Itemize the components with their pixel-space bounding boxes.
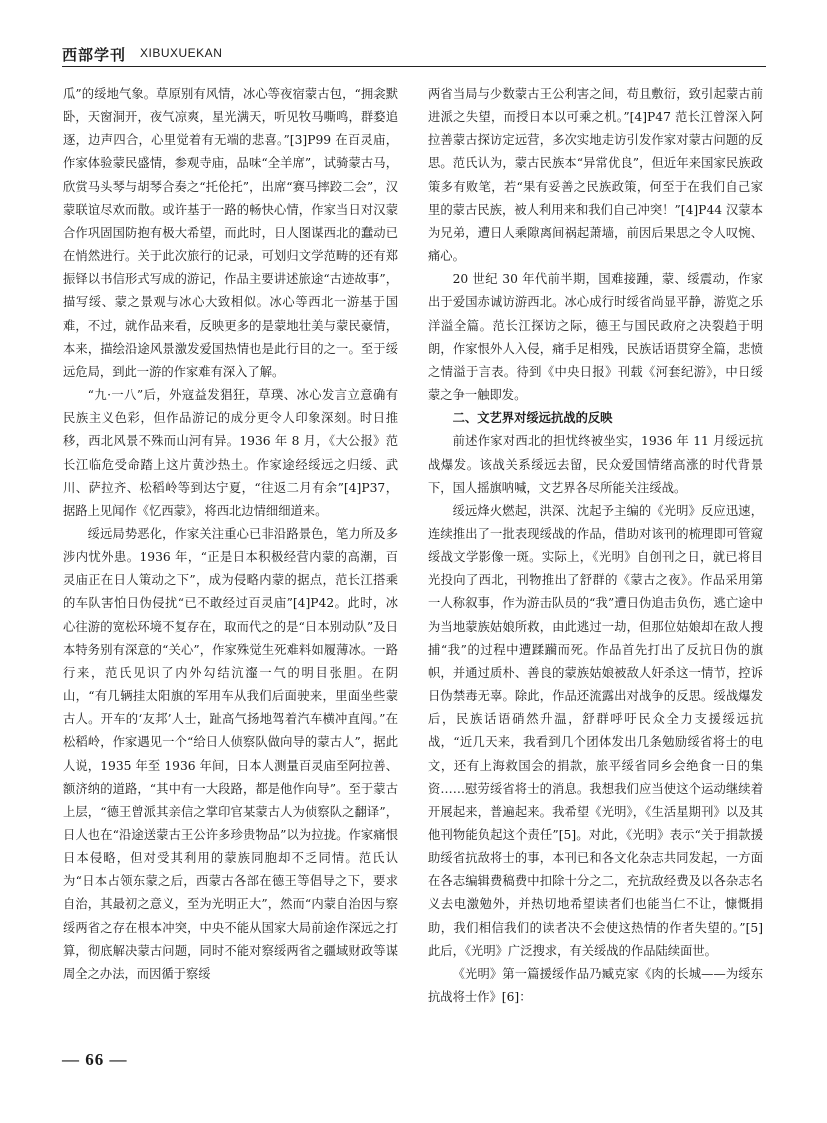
- paragraph: “九·一八”后，外寇益发猖狂，草璞、冰心发言立意确有民族主义色彩，但作品游记的成分更令人印象深刻。时日推移，西北风景不殊而山河有异。1936 年 8 月，《大公报》范长江临危受命踏上这片黄沙热土。作家途经绥远之归绥、武川、萨拉齐、松稻岭等到达宁夏，“往返二月有余”[4]P37，据路上见闻作《忆西蒙》，将西北边情细细道来。: [63, 388, 398, 518]
- header-rule: [62, 66, 766, 67]
- paragraph: 20 世纪 30 年代前半期，国难接踵，蒙、绥震动，作家出于爱国赤诚访游西北。冰心成行时绥省尚显平静，游览之乐洋溢全篇。范长江探访之际，德王与国民政府之决裂趋于明朗，作家恨外人入侵，痛手足相残，民族话语贯穿全篇，悲愤之情溢于言表。待到《中央日报》刊载《河套纪游》，中日绥蒙之争一触即发。: [428, 272, 763, 403]
- paragraph: 《光明》第一篇援绥作品乃臧克家《肉的长城——为绥东抗战将士作》[6]：: [428, 966, 763, 1005]
- paragraph: 前述作家对西北的担忧终被坐实，1936 年 11 月绥远抗战爆发。该战关系绥远去留，民众爱国情绪高涨的时代背景下，国人摇旗呐喊，文艺界各尽所能关注绥战。: [428, 434, 763, 495]
- paragraph: 绥远局势恶化，作家关注重心已非沿路景色，笔力所及多涉内忧外患。1936 年，“正是日本积极经营内蒙的高潮，百灵庙正在日人策动之下”，成为侵略内蒙的据点，范长江搭乘的车队害怕日伪侵扰“已不敢经过百灵庙”[4]P42。此时，冰心往游的宽松环境不复存在，取而代之的是“日本别动队”及日本特务别有深意的“关心”，作家殊觉生死难料如履薄冰。一路行来，范氏见识了内外勾结沆瀣一气的明目张胆。在阴山，“有几辆挂太阳旗的军用车从我们后面驶来，里面坐些蒙古人。开车的‘友邦’人士，趾高气扬地驾着汽车横冲直闯。”在松稻岭，作家遇见一个“给日人侦察队做向导的蒙古人”，据此人说，1935 年至 1936 年间，日本人测量百灵庙至阿拉善、额济纳的道路，“其中有一大段路，都是他作向导”。至于蒙古上层，“德王曾派其亲信之掌印官某蒙古人为侦察队之翻译”，日人也在“沿途送蒙古王公许多珍贵物品”以为拉拢。作家痛恨日本侵略，但对受其利用的蒙族同胞却不乏同情。范氏认为“日本占领东蒙之后，西蒙古各部在德王等倡导之下，要求自治，其最初之意义，至为光明正大”，然而“内蒙自治因与察绥两省之存在根本冲突，中央不能从国家大局前途作深远之打算，彻底解决蒙古问题，同时不能对察绥两省之疆域财政等谋周全之办法，而因循于察绥: [63, 526, 398, 981]
- section-heading: 二、文艺界对绥远抗战的反映: [452, 411, 613, 426]
- right-column: [428, 83, 763, 1009]
- paragraph: 两省当局与少数蒙古王公利害之间，苟且敷衍，致引起蒙古前进派之失望，而授日本以可乘之机。”[4]P47 范长江曾深入阿拉善蒙古探访定远营，多次实地走访引发作家对蒙古问题的反思。范氏认为，蒙古民族本“异常优良”，但近年来国家民族政策多有败笔，若“果有妥善之民族政策，何至于在我们自己家里的蒙古民族，被人利用来和我们自己冲突！”[4]P44 汉蒙本为兄弟，遭日人乘隙离间祸起萧墙，前因后果思之令人叹惋、痛心。: [428, 87, 763, 264]
- journal-title-cn: 西部学刊: [62, 46, 127, 64]
- paragraph: 绥远烽火燃起，洪深、沈起予主编的《光明》反应迅速，连续推出了一批表现绥战的作品，借助对该刊的梳理即可管窥绥战文学影像一斑。实际上，《光明》自创刊之日，就已将目光投向了西北，刊物推出了舒群的《蒙古之夜》。作品采用第一人称叙事，作为游击队员的“我”遭日伪追击负伤，逃亡途中为当地蒙族姑娘所救，由此逃过一劫，但那位姑娘却在敌人搜捕“我”的过程中遭蹂躏而死。作品首先打出了反抗日伪的旗帜，并通过质朴、善良的蒙族姑娘被敌人奸杀这一情节，控诉日伪禁毒无辜。除此，作品还流露出对战争的反思。绥战爆发后，民族话语硝然升温，舒群呼吁民众全力支援绥远抗战，“近几天来，我看到几个团体发出几条勉励绥省将士的电文，还有上海救国会的捐款，旅平绥省同乡会绝食一日的集资……慰劳绥省将士的消息。我想我们应当使这个运动继续着开展起来，普遍起来。我希望《光明》，《生活星期刊》以及其他刊物能负起这个责任”[5]。对此，《光明》表示“关于捐款援助绥省抗敌将士的事，本刊已和各文化杂志共同发起，一方面在各志编辑费稿费中扣除十分之二，充抗敌经费及以各杂志名义去电激勉外，并热切地希望读者们也能当仁不让，慷慨捐助，我们相信我们的读者决不会使这热情的作者失望的。”[5] 此后，《光明》广泛搜求，有关绥战的作品陆续面世。: [428, 503, 763, 958]
- journal-title-en: XIBUXUEKAN: [140, 46, 223, 60]
- page-number: — 66 —: [62, 1050, 128, 1069]
- left-column: [63, 83, 398, 986]
- paragraph: 瓜”的绥地气象。草原别有风情，冰心等夜宿蒙古包，“拥衾默卧，天窗洞开，夜气凉爽，星光满天，听见牧马嘶鸣，群婺追逐，边声四合，心里觉着有无端的悲喜。”[3]P99 在百灵庙，作家体验蒙民盛情，参观寺庙，品味“全羊席”，试骑蒙古马，欣赏马头琴与胡琴合奏之“托伦托”，出席“赛马摔跤二会”，汉蒙联谊尽欢而散。或许基于一路的畅快心情，作家当日对汉蒙合作巩固国防抱有极大希望，而此时，日人图谋西北的蠢动已在悄然进行。关于此次旅行的记录，可划归文学范畴的还有郑振铎以书信形式写成的游记，作品主要讲述旅途“古迹故事”，描写绥、蒙之景观与冰心大致相似。冰心等西北一游基于国难，不过，就作品来看，反映更多的是蒙地壮美与蒙民豪情，本来，描绘沿途风景激发爱国热情也是此行目的之一。至于绥远危局，到此一游的作家难有深入了解。: [63, 87, 398, 379]
